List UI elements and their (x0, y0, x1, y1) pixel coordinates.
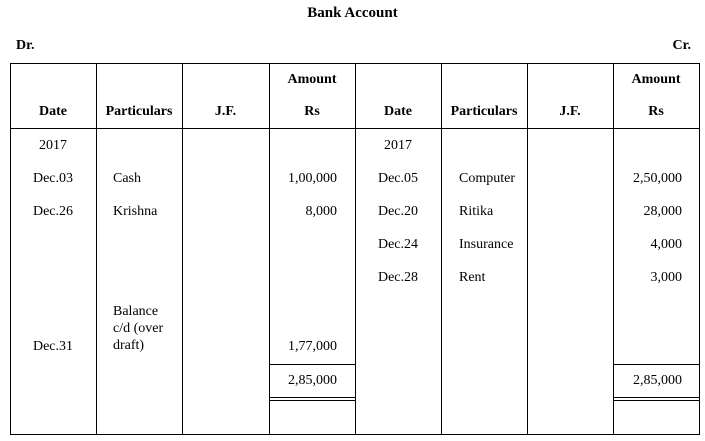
balance-date: Dec.31 (32, 339, 74, 354)
credit-date: Dec.05 (377, 171, 419, 186)
debit-amount: 8,000 (305, 204, 337, 219)
header-date-credit: Date (384, 104, 412, 119)
credit-total: 2,85,000 (633, 373, 682, 388)
header-particulars-credit: Particulars (450, 104, 518, 119)
header-date-debit: Date (39, 104, 67, 119)
debit-particulars: Cash (113, 171, 141, 186)
credit-year: 2017 (384, 138, 412, 153)
credit-amount: 28,000 (643, 204, 682, 219)
debit-total-rule-double (269, 397, 356, 398)
debit-total-rule-double (269, 400, 356, 401)
credit-amount: 3,000 (650, 270, 682, 285)
credit-particulars: Computer (459, 171, 515, 186)
credit-total-rule-double (613, 400, 700, 401)
credit-particulars: Ritika (459, 204, 494, 219)
debit-date: Dec.03 (32, 171, 74, 186)
credit-date: Dec.28 (377, 270, 419, 285)
ledger-title: Bank Account (307, 5, 398, 21)
credit-total-rule-top (613, 364, 700, 365)
header-amount-unit-debit: Rs (304, 104, 320, 119)
credit-particulars: Insurance (459, 237, 514, 252)
header-jf-debit: J.F. (214, 104, 237, 119)
credit-date: Dec.24 (377, 237, 419, 252)
credit-date: Dec.20 (377, 204, 419, 219)
balance-amount: 1,77,000 (288, 339, 337, 354)
header-amount-debit: Amount (287, 72, 337, 87)
debit-side-label: Dr. (16, 38, 35, 53)
header-amount-credit: Amount (631, 72, 681, 87)
credit-total-rule-double (613, 397, 700, 398)
debit-date: Dec.26 (32, 204, 74, 219)
balance-particulars (113, 303, 163, 354)
credit-amount: 4,000 (650, 237, 682, 252)
debit-total-rule-top (269, 364, 356, 365)
credit-amount: 2,50,000 (633, 171, 682, 186)
header-jf-credit: J.F. (559, 104, 581, 119)
debit-amount: 1,00,000 (288, 171, 337, 186)
table-right-border (699, 63, 700, 435)
header-amount-unit-credit: Rs (648, 104, 664, 119)
debit-year: 2017 (39, 138, 67, 153)
balance-line: c/d (over (113, 321, 164, 336)
credit-side-label: Cr. (672, 38, 691, 53)
balance-line: draft) (113, 338, 145, 353)
debit-particulars: Krishna (113, 204, 158, 219)
header-particulars-debit: Particulars (105, 104, 173, 119)
balance-line: Balance (113, 304, 159, 319)
credit-particulars: Rent (459, 270, 486, 285)
debit-total: 2,85,000 (288, 373, 337, 388)
